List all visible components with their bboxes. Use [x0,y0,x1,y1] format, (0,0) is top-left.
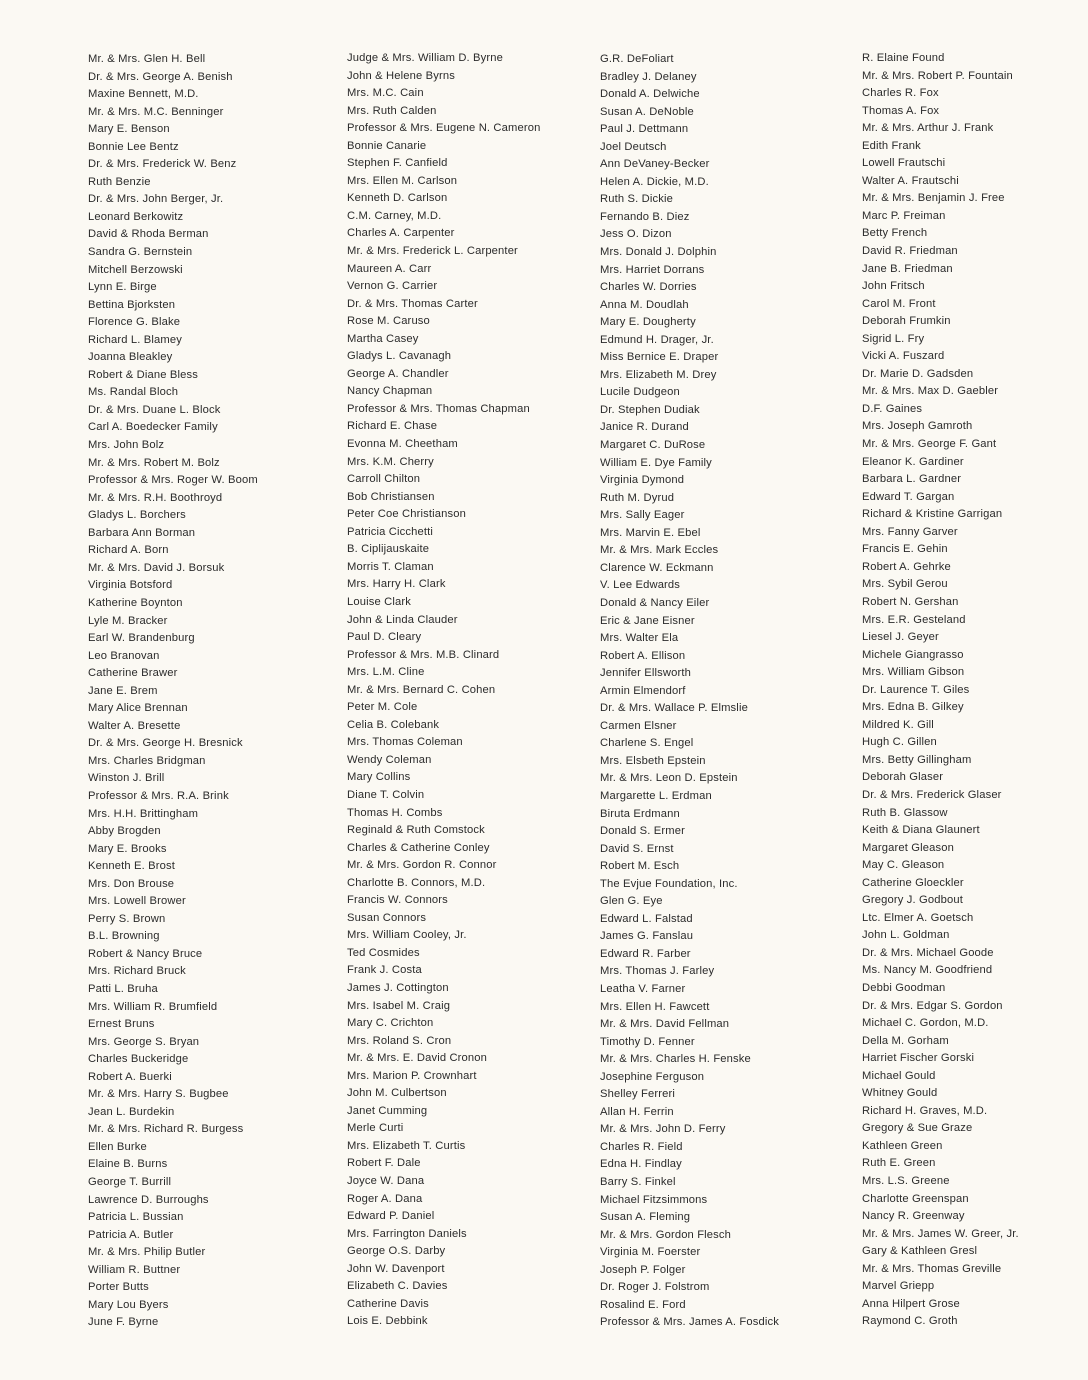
donor-name: Carol M. Front [862,297,936,310]
donor-name: Virginia Dymond [600,474,685,487]
donor-name: Clarence W. Eckmann [600,561,714,574]
donor-name: Rosalind E. Ford [600,1298,686,1311]
donor-name: William E. Dye Family [600,456,712,469]
donor-name: Charles R. Field [600,1140,683,1153]
donor-name: John Fritsch [862,280,925,293]
donor-name: Mr. & Mrs. Leon D. Epstein [600,772,738,785]
donor-name: D.F. Gaines [862,402,923,415]
donor-name: Mrs. Sybil Gerou [862,578,948,591]
donor-name: Wendy Coleman [347,753,432,766]
donor-name: Patricia Cicchetti [347,525,434,538]
donor-name: Edna H. Findlay [600,1158,682,1171]
donor-name: Barry S. Finkel [600,1176,676,1188]
donor-name: Louise Clark [347,595,411,608]
donor-name: Michael Gould [862,1069,936,1082]
donor-name: Michael C. Gordon, M.D. [862,1017,989,1030]
donor-name: Professor & Mrs. Roger W. Boom [88,474,258,487]
donor-name: Elaine B. Burns [88,1158,168,1171]
donor-name: Richard E. Chase [347,420,438,433]
donor-name: Catherine Brawer [88,667,178,680]
donor-name: Mrs. William Gibson [862,666,965,679]
donor-name: Mrs. Edna B. Gilkey [862,701,964,714]
donor-name: Judge & Mrs. William D. Byrne [347,52,504,64]
donor-name: John & Helene Byrns [347,69,455,82]
donor-name: Mr. & Mrs. E. David Cronon [347,1052,488,1065]
donor-name: Robert A. Gehrke [862,560,951,573]
donor-name: Dr. & Mrs. Frederick W. Benz [88,158,237,171]
donor-name: Barbara Ann Borman [88,526,196,539]
donor-name: Mrs. Harry H. Clark [347,578,446,591]
donor-name: Allan H. Ferrin [600,1105,674,1118]
donor-name: Ted Cosmides [347,946,420,959]
donor-name: Joel Deutsch [600,140,667,153]
donor-name: Peter M. Cole [347,701,418,714]
donor-name: Evonna M. Cheetham [347,438,458,451]
donor-name: Miss Bernice E. Draper [600,351,719,364]
donor-name: Mrs. John Bolz [88,439,165,452]
donor-name: Susan A. DeNoble [600,105,694,118]
donor-name: Florence G. Blake [88,316,181,329]
donor-name: Robert A. Ellison [600,649,686,662]
donor-name: Professor & Mrs. M.B. Clinard [347,648,500,661]
donor-name: Betty French [862,227,928,240]
donor-name: Roger A. Dana [347,1192,423,1205]
donor-name: Charles A. Carpenter [347,227,455,240]
donor-name: Kenneth E. Brost [88,860,175,873]
donor-name: Jennifer Ellsworth [600,667,691,680]
donor-name: Mrs. George S. Bryan [88,1035,200,1048]
donor-name: Janet Cumming [347,1104,428,1117]
donor-name: Bonnie Canarie [347,139,427,152]
donor-name: Mrs. L.S. Greene [862,1175,950,1187]
donor-name: Debbi Goodman [862,981,946,994]
donor-name: Hugh C. Gillen [862,736,937,749]
donor-name: Thomas A. Fox [862,104,940,117]
donor-name: Mr. & Mrs. Robert P. Fountain [862,69,1013,82]
donor-name: Mrs. Ellen M. Carlson [347,174,458,187]
donor-name: Anna M. Doudlah [600,298,689,311]
donor-name: Margaret Gleason [862,841,954,854]
donor-name: Janice R. Durand [600,421,689,434]
donor-name: Mrs. Thomas Coleman [347,736,463,749]
donor-name: Robert & Nancy Bruce [88,947,203,960]
donor-name: G.R. DeFoliart [600,53,674,65]
donor-name: Armin Elmendorf [600,684,686,697]
donor-name: Frank J. Costa [347,964,422,977]
donor-name: Mary E. Dougherty [600,316,696,329]
donor-name: Joanna Bleakley [88,351,173,364]
donor-name: Mr. & Mrs. George F. Gant [862,438,997,451]
donor-name: Professor & Mrs. R.A. Brink [88,789,229,802]
donor-name: Sigrid L. Fry [862,332,925,345]
donor-name: Mary Alice Brennan [88,702,188,715]
donor-name: Dr. & Mrs. Duane L. Block [88,403,221,416]
donor-name: Keith & Diana Glaunert [862,824,980,837]
donor-name: Morris T. Claman [347,560,434,573]
donor-name: Thomas H. Combs [347,806,443,819]
donor-name: Ruth S. Dickie [600,193,673,206]
donor-name: Dr. & Mrs. George A. Benish [88,70,233,83]
donor-name: Dr. Stephen Dudiak [600,403,700,416]
donor-name: Kenneth D. Carlson [347,192,448,205]
donor-name: Josephine Ferguson [600,1070,705,1083]
donor-name: Mr. & Mrs. Bernard C. Cohen [347,683,496,696]
donor-name: Leatha V. Farner [600,982,686,995]
donor-name: Dr. & Mrs. George H. Bresnick [88,737,243,750]
donor-name: Stephen F. Canfield [347,157,448,170]
donor-name: Mrs. Thomas J. Farley [600,965,715,978]
donor-name: Lawrence D. Burroughs [88,1193,209,1206]
donor-name: Mrs. Ruth Calden [347,104,437,117]
donor-name: Martha Casey [347,332,419,345]
donor-name: Dr. Marie D. Gadsden [862,367,974,380]
donor-name: Katherine Boynton [88,596,183,609]
donor-name: Mary C. Crichton [347,1017,434,1030]
donor-name: Richard A. Born [88,544,169,557]
donor-name: Porter Butts [88,1281,149,1294]
donor-name: Mrs. Elizabeth M. Drey [600,368,717,381]
donor-name: Catherine Gloeckler [862,876,964,889]
donor-name: Susan Connors [347,911,427,924]
donor-name: Winston J. Brill [88,772,165,785]
donor-name: Mrs. Elizabeth T. Curtis [347,1139,466,1152]
donor-name: Mrs. H.H. Brittingham [88,807,199,820]
donor-name: Paul D. Cleary [347,631,422,644]
donor-name: Shelley Ferreri [600,1088,675,1101]
donor-name: Gary & Kathleen Gresl [862,1245,978,1258]
donor-name: Diane T. Colvin [347,788,425,801]
donor-name: Raymond C. Groth [862,1315,958,1328]
donor-name: Dr. & Mrs. Wallace P. Elmslie [600,702,748,715]
donor-name: Mrs. Elsbeth Epstein [600,754,706,767]
donor-name: Maxine Bennett, M.D. [88,88,199,101]
donor-column-4 [862,50,1019,1331]
donor-name: George T. Burrill [88,1176,172,1188]
donor-name: B. Ciplijauskaite [347,543,430,556]
donor-name: Mr. & Mrs. Charles H. Fenske [600,1053,751,1066]
donor-name: Robert N. Gershan [862,595,959,608]
donor-name: James J. Cottington [347,981,449,994]
donor-name: Mrs. Charles Bridgman [88,754,206,767]
donor-name: Margaret C. DuRose [600,439,706,452]
donor-column-2 [347,50,541,1331]
donor-name: Professor & Mrs. Thomas Chapman [347,402,530,415]
donor-name: May C. Gleason [862,859,945,872]
donor-name: Merle Curti [347,1122,404,1135]
donor-name: Barbara L. Gardner [862,473,962,486]
donor-name: Richard L. Blamey [88,333,182,346]
donor-name: Robert F. Dale [347,1157,421,1170]
donor-name: David R. Friedman [862,245,958,258]
donor-name: B.L. Browning [88,930,160,943]
donor-name: Biruta Erdmann [600,807,680,820]
donor-name: R. Elaine Found [862,52,945,64]
donor-name: Sandra G. Bernstein [88,246,193,259]
donor-name: Jane B. Friedman [862,262,953,275]
donor-name: Edmund H. Drager, Jr. [600,333,714,346]
donor-name: Charles Buckeridge [88,1053,189,1066]
donor-name: James G. Fanslau [600,930,694,943]
donor-name: John W. Davenport [347,1262,445,1275]
donor-name: V. Lee Edwards [600,579,681,592]
donor-name: Ruth M. Dyrud [600,491,675,504]
donor-name: Dr. & Mrs. Edgar S. Gordon [862,999,1003,1012]
donor-name: Nancy R. Greenway [862,1210,965,1223]
donor-name: Vicki A. Fuszard [862,350,945,363]
donor-name: Mrs. Marion P. Crownhart [347,1069,477,1082]
donor-name: Kathleen Green [862,1139,943,1152]
donor-name: Ernest Bruns [88,1018,155,1031]
donor-name: Dr. & Mrs. Thomas Carter [347,297,478,310]
donor-name: Mrs. E.R. Gesteland [862,613,966,626]
donor-name: Francis E. Gehin [862,543,948,556]
donor-name: Earl W. Brandenburg [88,632,195,645]
donor-name: Marvel Griepp [862,1280,935,1293]
donor-name: Professor & Mrs. James A. Fosdick [600,1316,780,1329]
donor-name: Patricia L. Bussian [88,1211,184,1224]
donor-name: Bradley J. Delaney [600,70,697,83]
donor-name: Robert A. Buerki [88,1070,172,1083]
donor-column-1 [88,51,258,1332]
donor-name: Jess O. Dizon [600,228,672,241]
donor-name: Dr. Roger J. Folstrom [600,1281,710,1294]
donor-name: Margarette L. Erdman [600,789,712,802]
donor-name: Leo Branovan [88,649,160,662]
donor-name: The Evjue Foundation, Inc. [600,877,738,890]
donor-name: Rose M. Caruso [347,315,430,328]
donor-name: Ruth E. Green [862,1157,936,1170]
donor-name: Mrs. L.M. Cline [347,666,425,679]
donor-name: Timothy D. Fenner [600,1035,695,1048]
donor-name: Charlotte Greenspan [862,1192,969,1205]
donor-name: Robert M. Esch [600,860,680,873]
donor-name: Gregory & Sue Graze [862,1122,973,1135]
donor-name: Edward P. Daniel [347,1210,435,1223]
donor-name: Mr. & Mrs. Philip Butler [88,1246,206,1259]
donor-name: Walter A. Frautschi [862,174,959,187]
donor-name: Mr. & Mrs. Frederick L. Carpenter [347,245,518,258]
donor-name: Elizabeth C. Davies [347,1280,448,1293]
donor-name: Ellen Burke [88,1140,147,1153]
donor-name: Mrs. Sally Eager [600,509,685,522]
donor-name: Donald & Nancy Eiler [600,596,710,609]
donor-name: John & Linda Clauder [347,613,458,626]
donor-name: Mrs. Harriet Dorrans [600,263,705,276]
donor-name: Jane E. Brem [88,684,158,697]
donor-name: Mr. & Mrs. Thomas Greville [862,1262,1002,1275]
donor-name: Vernon G. Carrier [347,280,438,293]
donor-name: John M. Culbertson [347,1087,447,1100]
donor-name: Lyle M. Bracker [88,614,168,627]
donor-name: Paul J. Dettmann [600,123,689,136]
donor-name: Donald S. Ermer [600,825,685,838]
donor-name: Mr. & Mrs. Benjamin J. Free [862,192,1005,205]
donor-name: Reginald & Ruth Comstock [347,824,485,837]
donor-name: Lois E. Debbink [347,1315,428,1328]
donor-name: Whitney Gould [862,1087,938,1100]
donor-name: Richard H. Graves, M.D. [862,1104,988,1117]
donor-name: Mrs. Betty Gillingham [862,753,972,766]
donor-name: Joyce W. Dana [347,1175,425,1187]
donor-name: Ltc. Elmer A. Goetsch [862,911,974,924]
donor-name: Harriet Fischer Gorski [862,1052,975,1065]
donor-name: Mr. & Mrs. James W. Greer, Jr. [862,1227,1019,1240]
donor-name: William R. Buttner [88,1263,181,1276]
donor-name: Mrs. Ellen H. Fawcett [600,1000,710,1013]
donor-name: Mr. & Mrs. Glen H. Bell [88,53,206,65]
donor-name: David S. Ernst [600,842,674,855]
donor-name: Joseph P. Folger [600,1263,686,1276]
donor-name: Mrs. Walter Ela [600,632,679,645]
donor-name: Mrs. Farrington Daniels [347,1227,467,1240]
donor-name: Charlotte B. Connors, M.D. [347,876,486,889]
donor-name: Francis W. Connors [347,894,448,907]
donor-name: Patricia A. Butler [88,1228,174,1241]
donor-name: Mitchell Berzowski [88,263,183,276]
donor-name: Edith Frank [862,139,921,152]
donor-name: Gladys L. Cavanagh [347,350,452,363]
donor-name: Mrs. Joseph Gamroth [862,420,973,433]
donor-name: David & Rhoda Berman [88,228,209,241]
donor-name: Mrs. Isabel M. Craig [347,999,451,1012]
donor-name: Nancy Chapman [347,385,433,398]
donor-name: Virginia M. Foerster [600,1246,701,1259]
donor-name: Edward R. Farber [600,947,691,960]
donor-name: Ruth Benzie [88,175,151,188]
donor-name: Fernando B. Diez [600,210,690,223]
donor-name: Celia B. Colebank [347,718,440,731]
donor-name: George O.S. Darby [347,1245,446,1258]
donor-name: Mr. & Mrs. Mark Eccles [600,544,719,557]
donor-name: Mary Lou Byers [88,1298,169,1311]
donor-name: Perry S. Brown [88,912,166,925]
donor-name: Michael Fitzsimmons [600,1193,708,1206]
donor-name: Michele Giangrasso [862,648,964,661]
donor-name: Charles R. Fox [862,87,939,100]
donor-name: Bettina Bjorksten [88,298,176,311]
donor-name: Lynn E. Birge [88,281,157,294]
donor-name: Helen A. Dickie, M.D. [600,175,709,188]
donor-name: Jean L. Burdekin [88,1105,175,1118]
donor-name: Mr. & Mrs. Richard R. Burgess [88,1123,244,1136]
donor-name: Peter Coe Christianson [347,508,466,521]
donor-name: Carroll Chilton [347,473,421,486]
donor-name: Robert & Diane Bless [88,368,198,381]
donor-name: Mrs. Marvin E. Ebel [600,526,701,539]
donor-name: Mr. & Mrs. Gordon Flesch [600,1228,732,1241]
donor-name: Mrs. William R. Brumfield [88,1000,218,1013]
donor-name: Della M. Gorham [862,1034,949,1047]
donor-name: Liesel J. Geyer [862,631,939,644]
donor-name: Mrs. Fanny Garver [862,525,958,538]
donor-name: Mrs. Don Brouse [88,877,175,890]
donor-name: Susan A. Fleming [600,1211,691,1224]
donor-name: Deborah Glaser [862,771,944,784]
donor-name: Deborah Frumkin [862,315,951,328]
donor-name: Professor & Mrs. Eugene N. Cameron [347,122,541,135]
donor-name: Eleanor K. Gardiner [862,455,964,468]
donor-name: C.M. Carney, M.D. [347,209,442,222]
donor-name: Mr. & Mrs. John D. Ferry [600,1123,726,1136]
donor-name: Anna Hilpert Grose [862,1297,960,1310]
donor-name: Mary Collins [347,771,411,784]
donor-name: Gregory J. Godbout [862,894,963,907]
donor-name: Edward T. Gargan [862,490,955,503]
donor-name: June F. Byrne [88,1316,159,1329]
donor-name: Charles W. Dorries [600,281,697,294]
donor-name: Ms. Randal Bloch [88,386,179,399]
donor-name: Mr. & Mrs. Harry S. Bugbee [88,1088,229,1101]
donor-name: Carl A. Boedecker Family [88,421,218,434]
donor-name: Mildred K. Gill [862,718,934,731]
donor-name: Mrs. Lowell Brower [88,895,186,908]
donor-name: Ruth B. Glassow [862,806,948,819]
donor-name: Bob Christiansen [347,490,435,503]
donor-name: Mrs. K.M. Cherry [347,455,434,468]
donor-name: Dr. & Mrs. Michael Goode [862,946,994,959]
donor-name: Leonard Berkowitz [88,210,184,223]
donor-name: Virginia Botsford [88,579,173,592]
donor-name: Ann DeVaney-Becker [600,158,710,171]
donor-name: Mr. & Mrs. M.C. Benninger [88,105,224,118]
donor-name: Mr. & Mrs. R.H. Boothroyd [88,491,223,504]
donor-name: Mary E. Benson [88,123,170,136]
donor-name: Gladys L. Borchers [88,509,186,522]
donor-name: Mary E. Brooks [88,842,167,855]
donor-name: Mrs. William Cooley, Jr. [347,929,467,942]
donor-name: John L. Goldman [862,929,950,942]
donor-name: Mrs. Donald J. Dolphin [600,246,717,259]
donor-name: Richard & Kristine Garrigan [862,508,1003,521]
donor-name: Bonnie Lee Bentz [88,140,179,153]
donor-name: Catherine Davis [347,1297,429,1310]
donor-name: Mr. & Mrs. David Fellman [600,1018,730,1031]
donor-name: Mr. & Mrs. David J. Borsuk [88,561,225,574]
donor-name: Dr. & Mrs. John Berger, Jr. [88,193,224,206]
donor-name: Donald A. Delwiche [600,88,700,101]
donor-name: Abby Brogden [88,825,161,838]
donor-name: Glen G. Eye [600,895,663,908]
donor-name: Charles & Catherine Conley [347,841,490,854]
donor-name: Patti L. Bruha [88,982,158,995]
donor-name: Marc P. Freiman [862,209,946,222]
donor-name: Mr. & Mrs. Gordon R. Connor [347,859,497,872]
donor-name: Ms. Nancy M. Goodfriend [862,964,993,977]
donor-name: Mr. & Mrs. Robert M. Bolz [88,456,220,469]
donor-name: George A. Chandler [347,367,449,380]
donor-name: Mrs. Richard Bruck [88,965,186,978]
donor-name: Dr. & Mrs. Frederick Glaser [862,788,1002,801]
donor-name: Mr. & Mrs. Max D. Gaebler [862,385,999,398]
donor-column-3 [600,51,779,1332]
donor-name: Edward L. Falstad [600,912,693,925]
donor-name: Carmen Elsner [600,719,677,732]
donor-name: Maureen A. Carr [347,262,432,275]
donor-name: Mrs. Roland S. Cron [347,1034,452,1047]
donor-name: Dr. Laurence T. Giles [862,683,970,696]
donor-name: Eric & Jane Eisner [600,614,695,627]
donor-name: Mrs. M.C. Cain [347,87,424,100]
donor-name: Walter A. Bresette [88,719,181,732]
donor-name: Lucile Dudgeon [600,386,680,399]
donor-name: Lowell Frautschi [862,157,946,170]
donor-name: Mr. & Mrs. Arthur J. Frank [862,122,994,135]
donor-name: Charlene S. Engel [600,737,694,750]
